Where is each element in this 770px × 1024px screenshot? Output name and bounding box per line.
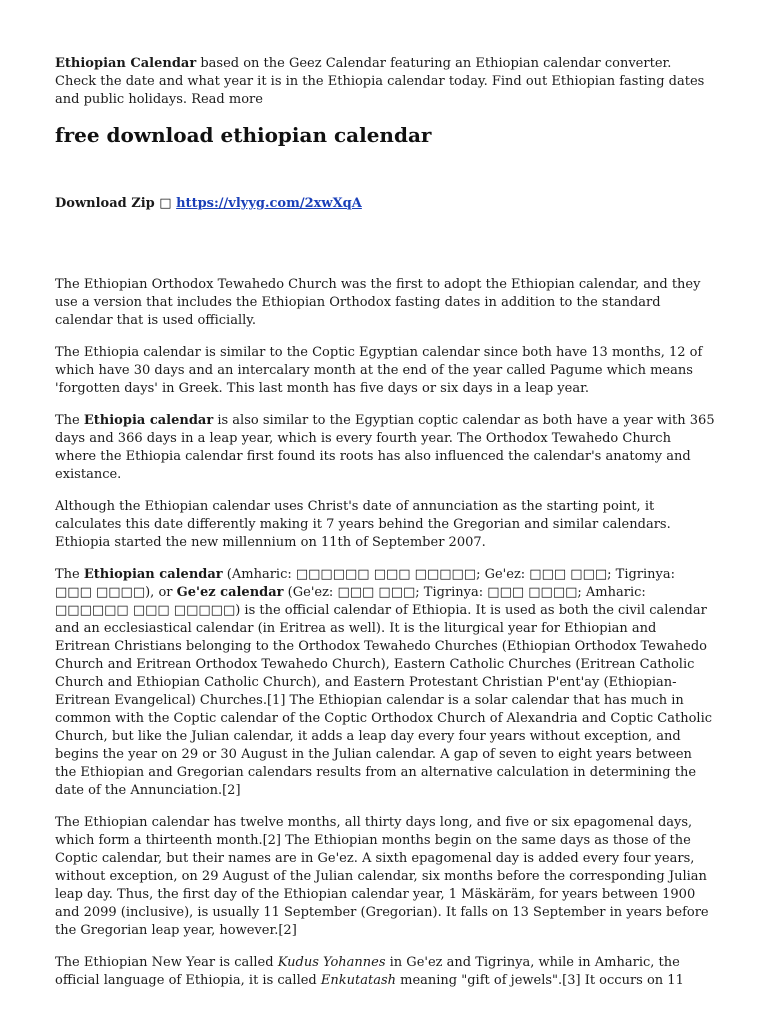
p7-text-e: meaning "gift of jewels".[3] It occurs on 11: [396, 973, 684, 988]
paragraph-6: The Ethiopian calendar has twelve months, all thirty days long, and five or six epagomenal days, which form a thirteenth month.[2] The Ethiopian months begin on the same days as those of the Coptic calendar, but their names are in Ge'ez. A sixth epagomenal day is added every four years, without exception, on 29 August of the Julian calendar, six months before the corresponding Julian leap day. Thus, the first day of the Ethiopian calendar year, 1 Mäskäräm, for years between 1900 and 2099 (inclusive), is usually 11 September (Gregorian). It falls on 13 September in years before the Gregorian leap year, however.[2]: [55, 815, 709, 938]
page-title: free download ethiopian calendar: [55, 123, 432, 147]
p3-bold: Ethiopia calendar: [83, 413, 214, 428]
p3-text-a: The: [55, 413, 84, 428]
download-link[interactable]: https://vlyyg.com/2xwXqA: [176, 196, 362, 211]
article-body: [55, 276, 715, 990]
download-line: [55, 195, 715, 213]
paragraph-4: Although the Ethiopian calendar uses Christ's date of annunciation as the starting point, it calculates this date differently making it 7 years behind the Gregorian and similar calendars. Ethiopia started the new millennium on 11th of September 2007.: [55, 499, 671, 550]
p5-bold-1: Ethiopian calendar: [83, 567, 223, 582]
paragraph-5: [55, 566, 715, 800]
p5-bold-2: Ge'ez calendar: [176, 585, 284, 600]
intro-bold: Ethiopian Calendar: [55, 56, 197, 71]
paragraph-3: [55, 412, 715, 484]
paragraph-1: The Ethiopian Orthodox Tewahedo Church was the first to adopt the Ethiopian calendar, and they use a version that includes the Ethiopian Orthodox fasting dates in addition to the standard calendar that is used officially.: [55, 277, 701, 328]
paragraph-2: The Ethiopia calendar is similar to the Coptic Egyptian calendar since both have 13 months, 12 of which have 30 days and an intercalary month at the end of the year called Pagume which means 'forgotten days' in Greek. This last month has five days or six days in a leap year.: [55, 345, 703, 396]
p5-text-e: (Ge'ez: □□□ □□□; Tigrinya: □□□ □□□□; Amharic: □□□□□□ □□□ □□□□□) is the official calendar of Ethiopia. It is used as both the civil calendar and an ecclesiastical calendar (in Eritrea as well). It is the liturgical year for Ethiopian and Eritrean Christians belonging to the Orthodox Tewahedo Churches (Ethiopian Orthodox Tewahedo Church and Eritrean Orthodox Tewahedo Church), Eastern Catholic Churches (Eritrean Catholic Church and Ethiopian Catholic Church), and Eastern Protestant Christian P'ent'ay (Ethiopian-Eritrean Evangelical) Churches.[1] The Ethiopian calendar is a solar calendar that has much in common with the Coptic calendar of the Coptic Orthodox Church of Alexandria and Coptic Catholic Church, but like the Julian calendar, it adds a leap day every four years without exception, and begins the year on 29 or 30 August in the Julian calendar. A gap of seven to eight years between the Ethiopian and Gregorian calendars results from an alternative calculation in determining the date of the Annunciation.[2]: [55, 585, 713, 798]
intro-text: based on the Geez Calendar featuring an Ethiopian calendar converter. Check the date and what year it is in the Ethiopia calendar today. Find out Ethiopian fasting dates and public holidays. Read more: [55, 56, 705, 107]
p7-text-a: The Ethiopian New Year is called: [55, 955, 278, 970]
download-label: Download Zip: [55, 196, 160, 211]
intro-paragraph: [55, 55, 715, 109]
p7-italic-1: Kudus Yohannes: [277, 955, 386, 970]
box-glyph-icon: □: [159, 196, 172, 211]
p7-text-c: in Ge'ez and Tigrinya, while in Amharic, the official language of Ethiopia, it is called: [55, 955, 680, 988]
p7-italic-2: Enkutatash: [320, 973, 396, 988]
p3-text-c: is also similar to the Egyptian coptic calendar as both have a year with 365 days and 366 days in a leap year, which is every fourth year. The Orthodox Tewahedo Church where the Ethiopia calendar first found its roots has also influenced the calendar's anatomy and existance.: [55, 413, 715, 482]
p5-text-a: The: [55, 567, 84, 582]
paragraph-7: [55, 954, 715, 990]
p5-text-c: (Amharic: □□□□□□ □□□ □□□□□; Ge'ez: □□□ □□□; Tigrinya: □□□ □□□□), or: [55, 567, 676, 600]
